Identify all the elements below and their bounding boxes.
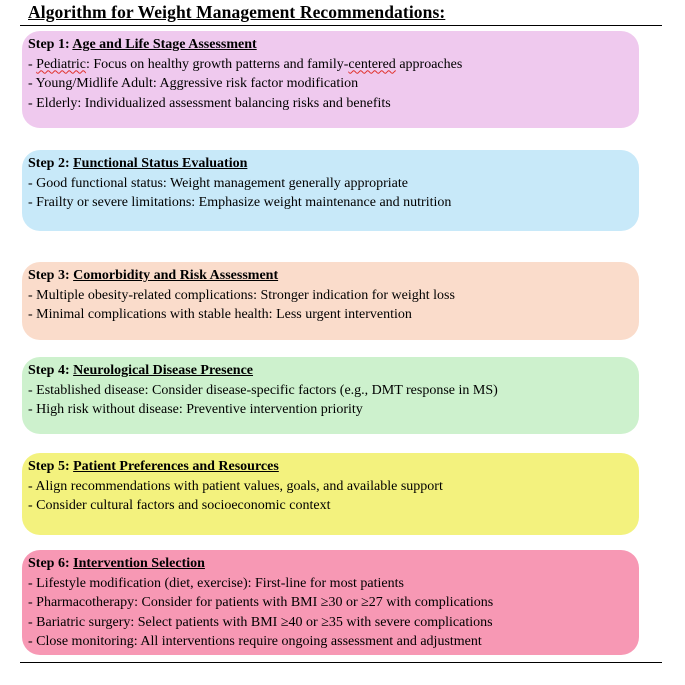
step-6-label: Step 6: — [28, 556, 70, 571]
step-6-box — [22, 550, 639, 655]
step-3-label: Step 3: — [28, 268, 70, 283]
step-1-label: Step 1: — [28, 37, 70, 52]
step-3-item-2: - Minimal complications with stable health: Less urgent intervention — [28, 307, 412, 322]
top-divider — [20, 25, 662, 26]
step-2-item-2: - Frailty or severe limitations: Emphasize weight maintenance and nutrition — [28, 195, 452, 210]
step-6-name: Intervention Selection — [73, 556, 205, 571]
step-5-name: Patient Preferences and Resources — [73, 459, 279, 474]
step-3-heading — [28, 266, 629, 286]
step-2-name: Functional Status Evaluation — [73, 156, 248, 171]
step-4-heading — [28, 361, 629, 381]
step-3-box — [22, 262, 639, 340]
step-6-heading — [28, 554, 629, 574]
step-5-heading — [28, 457, 629, 477]
page-title: Algorithm for Weight Management Recommendations: — [28, 2, 446, 22]
step-1-box — [22, 31, 639, 128]
step-4-box — [22, 357, 639, 434]
step-2-label: Step 2: — [28, 156, 70, 171]
step-2-box — [22, 150, 639, 231]
step-1-item-1-flagged-word: Pediatric — [36, 56, 86, 72]
bottom-divider — [20, 662, 662, 663]
step-1-item-1-prefix: - — [28, 56, 37, 72]
step-2-item-1: - Good functional status: Weight management generally appropriate — [28, 175, 408, 191]
step-5-box — [22, 453, 639, 535]
step-5-label: Step 5: — [28, 459, 70, 474]
step-3-item-1: - Multiple obesity-related complications: Stronger indication for weight loss — [28, 287, 455, 303]
step-6-item-2: - Pharmacotherapy: Consider for patients with BMI ≥30 or ≥27 with complications — [28, 595, 494, 610]
step-6-item-1: - Lifestyle modification (diet, exercise): First-line for most patients — [28, 575, 404, 591]
step-3-name: Comorbidity and Risk Assessment — [73, 268, 279, 283]
step-1-item-1-flagged-word-2: centered — [348, 56, 396, 72]
step-1-item-1-tail: approaches — [395, 56, 463, 72]
step-2-heading — [28, 154, 629, 174]
step-1-item-1 — [28, 55, 629, 75]
step-4-label: Step 4: — [28, 363, 70, 378]
step-5-item-2: - Consider cultural factors and socioeconomic context — [28, 498, 331, 513]
step-1-heading — [28, 35, 629, 55]
step-4-name: Neurological Disease Presence — [73, 363, 254, 378]
step-6-item-3: - Bariatric surgery: Select patients with BMI ≥40 or ≥35 with severe complications — [28, 614, 493, 630]
step-1-item-1-rest: : Focus on healthy growth patterns and family- — [85, 56, 349, 72]
step-6-item-4: - Close monitoring: All interventions require ongoing assessment and adjustment — [28, 634, 482, 649]
step-1-item-2: - Young/Midlife Adult: Aggressive risk factor modification — [28, 76, 359, 91]
step-1-name: Age and Life Stage Assessment — [72, 37, 257, 52]
step-4-item-1: - Established disease: Consider disease-specific factors (e.g., DMT response in MS) — [28, 382, 498, 398]
step-1-item-3: - Elderly: Individualized assessment balancing risks and benefits — [28, 95, 391, 111]
step-4-item-2: - High risk without disease: Preventive intervention priority — [28, 402, 363, 417]
step-5-item-1: - Align recommendations with patient values, goals, and available support — [28, 478, 443, 494]
